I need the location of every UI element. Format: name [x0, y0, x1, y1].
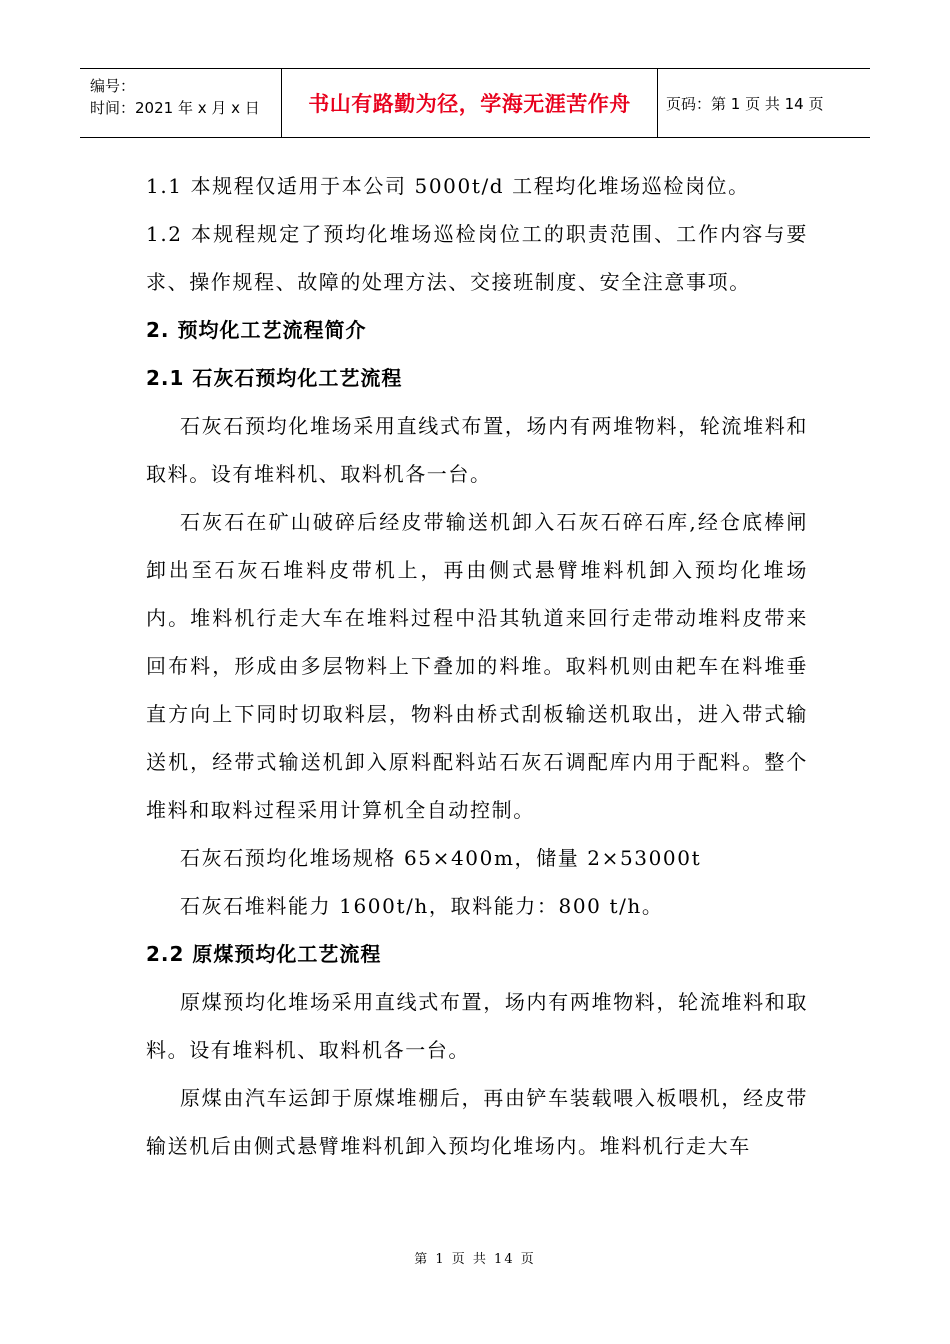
header-motto: 书山有路勤为径，学海无涯苦作舟	[282, 69, 658, 137]
document-number-label: 编号：	[90, 77, 136, 95]
header-meta	[80, 69, 282, 137]
document-header	[80, 68, 870, 138]
document-date: 时间：2021 年 x 月 x 日	[90, 99, 260, 117]
section-heading-2: 2. 预均化工艺流程简介	[146, 318, 367, 342]
section-heading-2-1: 2.1 石灰石预均化工艺流程	[146, 366, 403, 390]
paragraph-limestone-spec: 石灰石预均化堆场规格 65×400m，储量 2×53000t	[180, 846, 702, 870]
document-body	[146, 162, 808, 1170]
paragraph-limestone-layout: 石灰石预均化堆场采用直线式布置，场内有两堆物料，轮流堆料和取料。设有堆料机、取料机各一台。	[146, 414, 808, 486]
paragraph-1-2: 1.2 本规程规定了预均化堆场巡检岗位工的职责范围、工作内容与要求、操作规程、故障的处理方法、交接班制度、安全注意事项。	[146, 222, 808, 294]
header-page-info: 页码：第 1 页 共 14 页	[666, 94, 824, 113]
paragraph-limestone-capacity: 石灰石堆料能力 1600t/h，取料能力：800 t/h。	[180, 894, 664, 918]
paragraph-coal-process: 原煤由汽车运卸于原煤堆棚后，再由铲车装载喂入板喂机，经皮带输送机后由侧式悬臂堆料机卸入预均化堆场内。堆料机行走大车	[146, 1086, 808, 1158]
paragraph-limestone-process: 石灰石在矿山破碎后经皮带输送机卸入石灰石碎石库,经仓底棒闸卸出至石灰石堆料皮带机上，再由侧式悬臂堆料机卸入预均化堆场内。堆料机行走大车在堆料过程中沿其轨道来回行走带动堆料皮带来回布料，形成由多层物料上下叠加的料堆。取料机则由耙车在料堆垂直方向上下同时切取料层，物料由桥式刮板输送机取出，进入带式输送机，经带式输送机卸入原料配料站石灰石调配库内用于配料。整个堆料和取料过程采用计算机全自动控制。	[146, 510, 808, 822]
paragraph-1-1: 1.1 本规程仅适用于本公司 5000t/d 工程均化堆场巡检岗位。	[146, 174, 750, 198]
page-footer: 第 1 页 共 14 页	[414, 1252, 536, 1267]
section-heading-2-2: 2.2 原煤预均化工艺流程	[146, 942, 382, 966]
paragraph-coal-layout: 原煤预均化堆场采用直线式布置，场内有两堆物料，轮流堆料和取料。设有堆料机、取料机各一台。	[146, 990, 808, 1062]
